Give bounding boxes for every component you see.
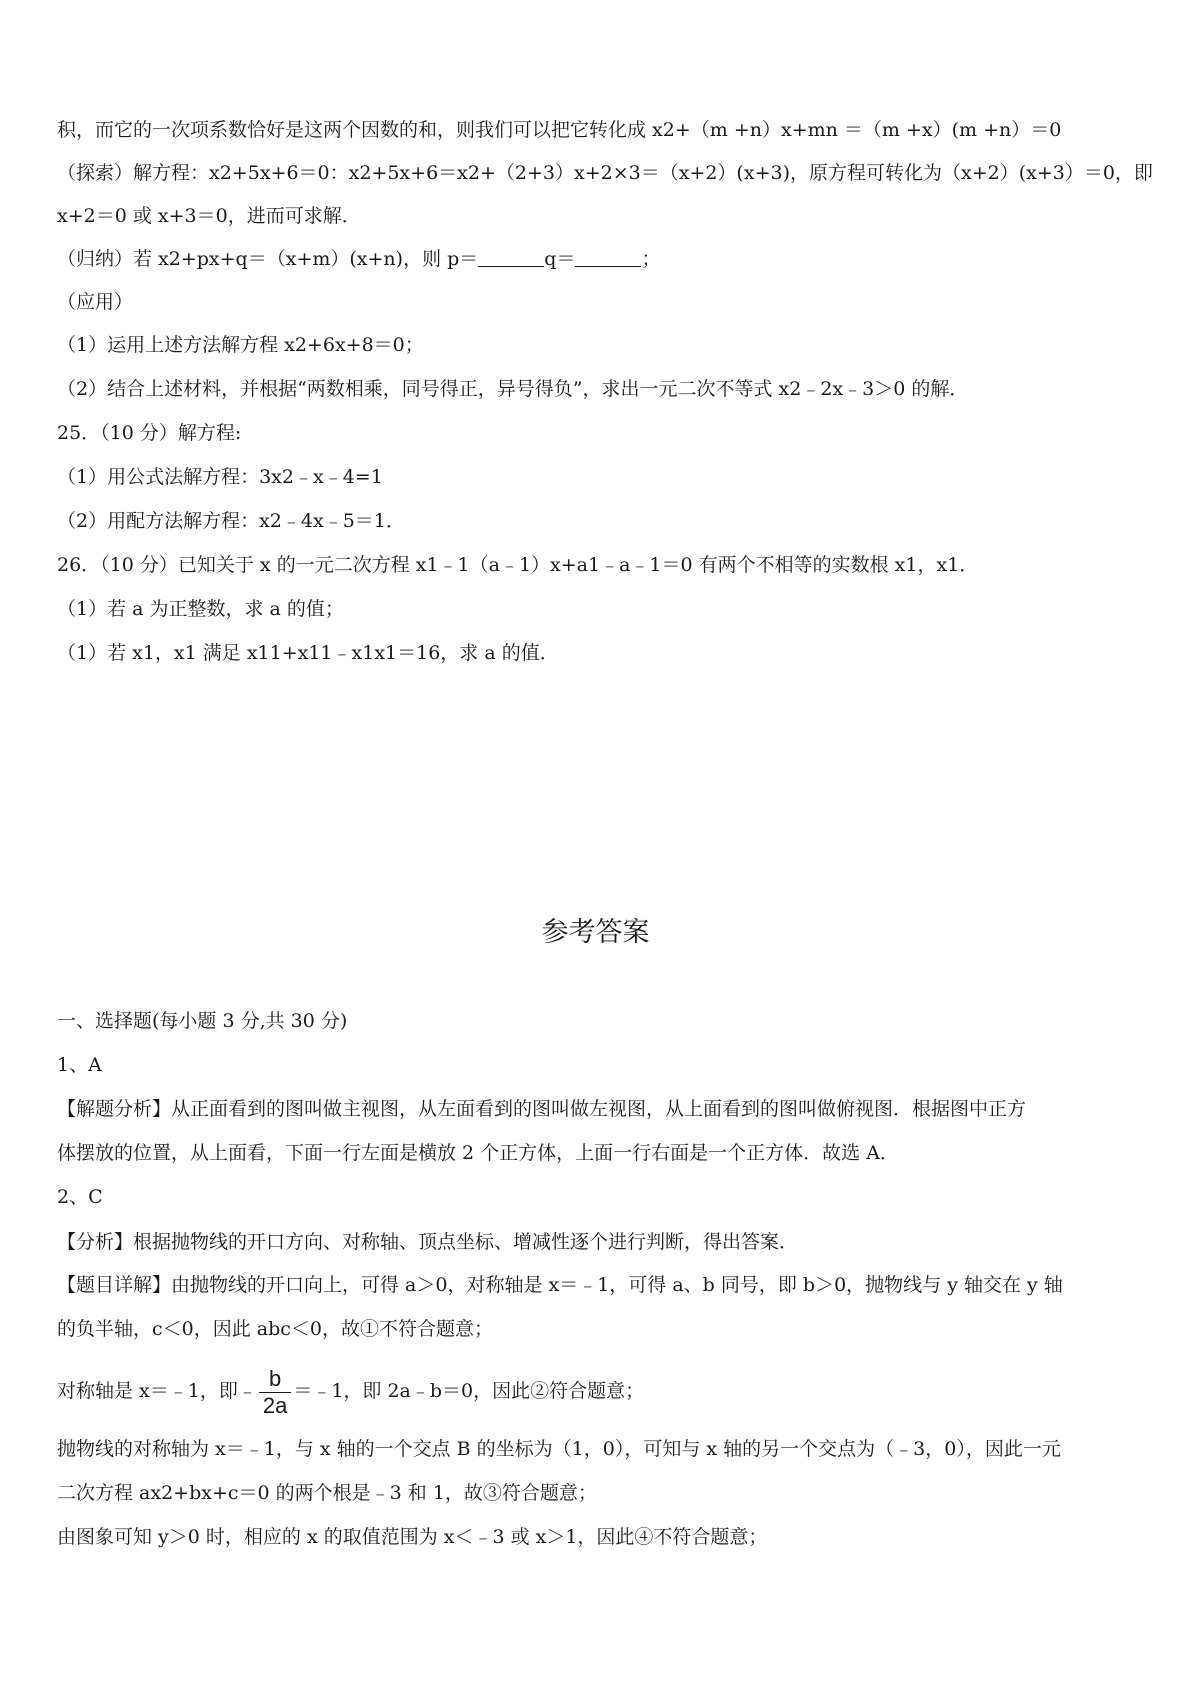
fraction-denominator: 2a <box>259 1392 291 1419</box>
axis-line-suffix: ＝﹣1，即 2a﹣b＝0，因此②符合题意； <box>293 1380 645 1402</box>
induction-prefix: （归纳）若 x2+px+q＝（x+m）(x+n)，则 p＝ <box>57 248 479 270</box>
text-line: （2）结合上述材料，并根据“两数相乘，同号得正，异号得负”，求出一元二次不等式 x2﹣2x﹣3＞0 的解． <box>57 378 969 400</box>
text-line: 2、C <box>57 1186 103 1208</box>
text-line: 抛物线的对称轴为 x＝﹣1，与 x 轴的一个交点 B 的坐标为（1，0），可知与 x 轴的另一个交点为（﹣3，0），因此一元 <box>57 1438 1061 1460</box>
text-line: 【题目详解】由抛物线的开口向上，可得 a＞0，对称轴是 x＝﹣1，可得 a、b 同号，即 b＞0，抛物线与 y 轴交在 y 轴 <box>57 1274 1063 1296</box>
text-line: 由图象可知 y＞0 时，相应的 x 的取值范围为 x＜﹣3 或 x＞1，因此④不符合题意； <box>57 1526 768 1548</box>
answer-section-title: 参考答案 <box>541 917 650 948</box>
text-line: 1、A <box>57 1054 102 1076</box>
question-26-heading: 26．（10 分）已知关于 x 的一元二次方程 x1﹣1（a﹣1）x+a1﹣a﹣1＝0 有两个不相等的实数根 x1，x1． <box>57 554 979 576</box>
text-line: 体摆放的位置，从上面看，下面一行左面是横放 2 个正方体，上面一行右面是一个正方体．故选 A． <box>57 1142 899 1164</box>
text-line: 【解题分析】从正面看到的图叫做主视图，从左面看到的图叫做左视图，从上面看到的图叫做俯视图．根据图中正方 <box>57 1098 1027 1120</box>
text-line: 的负半轴，c＜0，因此 abc＜0，故①不符合题意； <box>57 1318 493 1340</box>
text-line: 二次方程 ax2+bx+c＝0 的两个根是﹣3 和 1，故③符合题意； <box>57 1482 597 1504</box>
text-line: （1）运用上述方法解方程 x2+6x+8＝0； <box>57 334 424 356</box>
text-line: 积，而它的一次项系数恰好是这两个因数的和，则我们可以把它转化成 x2+（m +n）x+mn ＝（m +x）(m +n）＝0 <box>57 119 1062 141</box>
induction-middle: q＝ <box>544 248 576 270</box>
question-25-heading: 25．（10 分）解方程: <box>57 422 242 444</box>
text-line: （1）若 a 为正整数，求 a 的值； <box>57 598 344 620</box>
text-line: （探索）解方程：x2+5x+6＝0：x2+5x+6＝x2+（2+3）x+2×3＝（x+2）(x+3)，原方程可转化为（x+2）(x+3）＝0，即 <box>57 162 1153 184</box>
fraction <box>259 1366 291 1419</box>
text-line: （1）用公式法解方程：3x2﹣x﹣4=1 <box>57 466 383 488</box>
axis-fraction-line <box>57 1362 1137 1420</box>
text-line: （应用） <box>57 291 134 313</box>
text-line: 一、选择题(每小题 3 分,共 30 分) <box>57 1010 348 1032</box>
text-line: （2）用配方法解方程：x2﹣4x﹣5＝1． <box>57 510 405 532</box>
answer-blank-q <box>575 248 641 267</box>
induction-suffix: ； <box>641 248 661 270</box>
fraction-numerator: b <box>268 1365 282 1391</box>
answer-blank-p <box>478 248 544 267</box>
axis-line-prefix: 对称轴是 x＝﹣1，即﹣ <box>57 1380 257 1402</box>
text-line: （1）若 x1，x1 满足 x11+x11﹣x1x1＝16，求 a 的值． <box>57 642 559 664</box>
text-line: x+2＝0 或 x+3＝0，进而可求解． <box>57 205 361 227</box>
induction-line <box>57 246 1137 272</box>
text-line: 【分析】根据抛物线的开口方向、对称轴、顶点坐标、增减性逐个进行判断，得出答案． <box>57 1231 799 1253</box>
